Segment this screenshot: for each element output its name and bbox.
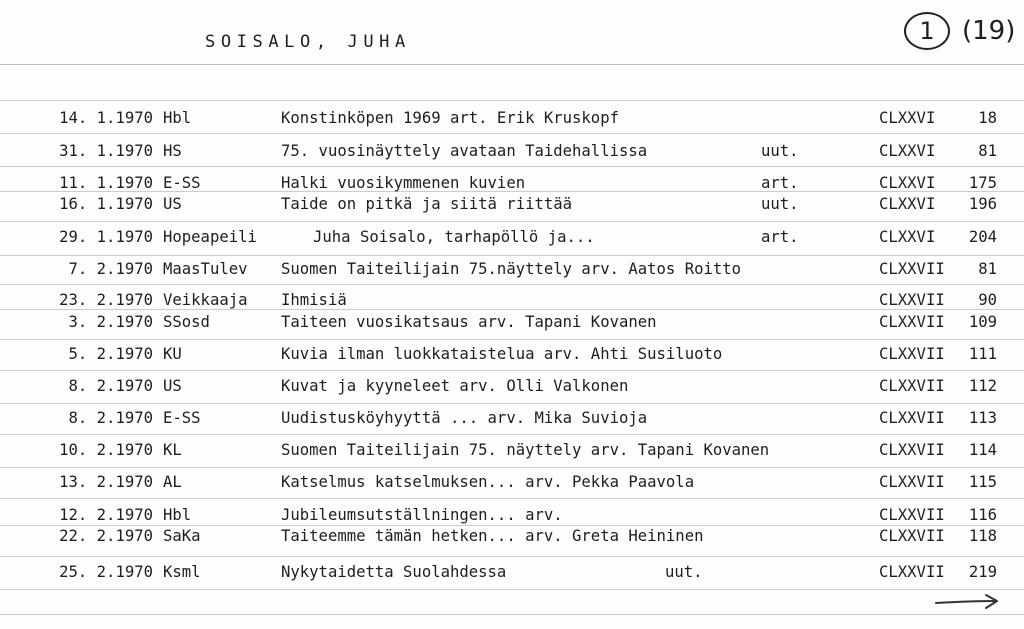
entry-volume: CLXXVII [879,260,945,278]
entry-date: 10. 2.1970 [59,441,153,459]
continued-arrow-icon [934,592,1000,612]
entry-title: Uudistusköyhyyttä ... arv. Mika Suvioja [281,409,648,427]
entry-source: US [163,377,182,395]
entry-source: AL [163,473,182,491]
entry-row [0,408,1024,428]
entry-page: 81 [978,260,997,278]
entry-source: MaasTulev [163,260,248,278]
ruled-line [0,556,1024,557]
entry-row [0,194,1024,214]
entry-title: Suomen Taiteilijain 75. näyttely arv. Tapani Kovanen [281,441,770,459]
entry-row [0,505,1024,525]
entry-type: uut. [665,563,703,581]
entry-source: E-SS [163,174,201,192]
entry-row [0,141,1024,161]
entry-row [0,173,1024,193]
entry-volume: CLXXVII [879,441,945,459]
entry-row [0,259,1024,279]
entry-type: uut. [761,195,799,213]
entry-date: 7. 2.1970 [68,260,153,278]
entry-date: 5. 2.1970 [68,345,153,363]
ruled-line [0,255,1024,256]
entry-title: Katselmus katselmuksen... arv. Pekka Paavola [281,473,695,491]
card-number-mark [904,10,1022,56]
ruled-line [0,133,1024,134]
entry-volume: CLXXVII [879,377,945,395]
entry-title: Taide on pitkä ja siitä riittää [281,195,573,213]
entry-volume: CLXXVI [879,174,936,192]
entry-page: 111 [968,345,997,363]
entry-title: Nykytaidetta Suolahdessa [281,563,507,581]
entry-type: art. [761,228,799,246]
entry-date: 16. 1.1970 [59,195,153,213]
entry-row [0,562,1024,582]
card-total: (19) [962,16,1016,46]
card-heading: SOISALO, JUHA [205,32,411,52]
entry-row [0,312,1024,332]
entry-source: Hbl [163,109,192,127]
entry-page: 112 [968,377,997,395]
entry-page: 204 [968,228,997,246]
entry-page: 90 [978,291,997,309]
entry-row [0,440,1024,460]
entry-page: 81 [978,142,997,160]
entry-date: 22. 2.1970 [59,527,153,545]
entry-page: 118 [968,527,997,545]
entry-source: KU [163,345,182,363]
entry-page: 175 [968,174,997,192]
entry-title: Taiteen vuosikatsaus arv. Tapani Kovanen [281,313,657,331]
entry-source: Veikkaaja [163,291,248,309]
entry-page: 115 [968,473,997,491]
entry-source: Hopeapeili [163,228,257,246]
entry-volume: CLXXVI [879,142,936,160]
entry-source: Hbl [163,506,192,524]
entry-title: Halki vuosikymmenen kuvien [281,174,526,192]
ruled-line [0,339,1024,340]
entry-page: 109 [968,313,997,331]
entry-row [0,472,1024,492]
entry-page: 18 [978,109,997,127]
entry-row [0,290,1024,310]
entry-page: 114 [968,441,997,459]
entry-row [0,344,1024,364]
entry-row [0,526,1024,546]
entry-volume: CLXXVII [879,506,945,524]
entry-source: SSosd [163,313,210,331]
entry-volume: CLXXVI [879,228,936,246]
entry-title: Ihmisiä [281,291,347,309]
entry-page: 219 [968,563,997,581]
entry-volume: CLXXVII [879,527,945,545]
entry-volume: CLXXVII [879,409,945,427]
entry-date: 14. 1.1970 [59,109,153,127]
entry-date: 11. 1.1970 [59,174,153,192]
ruled-line [0,284,1024,285]
ruled-line [0,498,1024,499]
entry-type: uut. [761,142,799,160]
entry-volume: CLXXVII [879,345,945,363]
entry-title: Kuvia ilman luokkataistelua arv. Ahti Susiluoto [281,345,723,363]
ruled-line [0,166,1024,167]
entry-volume: CLXXVII [879,563,945,581]
ruled-line [0,589,1024,590]
ruled-line [0,614,1024,615]
entry-title: 75. vuosinäyttely avataan Taidehallissa [281,142,648,160]
card-number: 1 [904,12,950,50]
entry-volume: CLXXVII [879,473,945,491]
entry-date: 23. 2.1970 [59,291,153,309]
entry-volume: CLXXVI [879,109,936,127]
entry-title: Suomen Taiteilijain 75.näyttely arv. Aatos Roitto [281,260,742,278]
entry-row [0,108,1024,128]
entry-row [0,376,1024,396]
ruled-line [0,403,1024,404]
entry-volume: CLXXVI [879,195,936,213]
entry-source: HS [163,142,182,160]
ruled-line [0,100,1024,101]
entry-date: 8. 2.1970 [68,409,153,427]
entry-date: 12. 2.1970 [59,506,153,524]
entry-source: KL [163,441,182,459]
entry-source: SaKa [163,527,201,545]
entry-date: 8. 2.1970 [68,377,153,395]
entry-source: Ksml [163,563,201,581]
ruled-line [0,221,1024,222]
entry-date: 31. 1.1970 [59,142,153,160]
entry-volume: CLXXVII [879,291,945,309]
entry-date: 13. 2.1970 [59,473,153,491]
entry-page: 113 [968,409,997,427]
ruled-line [0,370,1024,371]
entry-title: Konstinköpen 1969 art. Erik Kruskopf [281,109,619,127]
header-rule [0,64,1024,65]
entry-date: 3. 2.1970 [68,313,153,331]
entry-page: 116 [968,506,997,524]
entry-date: 25. 2.1970 [59,563,153,581]
ruled-line [0,434,1024,435]
entry-title: Jubileumsutställningen... arv. [281,506,563,524]
entry-source: US [163,195,182,213]
entry-date: 29. 1.1970 [59,228,153,246]
entry-source: E-SS [163,409,201,427]
entry-volume: CLXXVII [879,313,945,331]
ruled-line [0,467,1024,468]
entry-title: Taiteemme tämän hetken... arv. Greta Heininen [281,527,704,545]
entry-type: art. [761,174,799,192]
entry-title: Kuvat ja kyyneleet arv. Olli Valkonen [281,377,629,395]
entry-title: Juha Soisalo, tarhapöllö ja... [313,228,595,246]
entry-row [0,227,1024,247]
entry-page: 196 [968,195,997,213]
